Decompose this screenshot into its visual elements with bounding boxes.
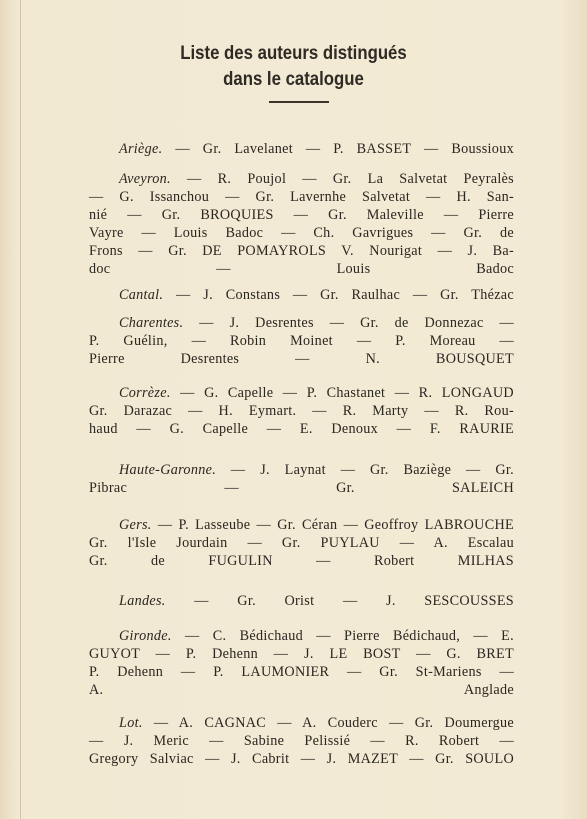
- region-name: Landes.: [119, 593, 166, 609]
- title-line-1: Liste des auteurs distingués: [180, 42, 407, 64]
- region-entry: [89, 286, 514, 304]
- entry-line: [89, 420, 514, 438]
- entry-line: [89, 461, 514, 479]
- region-entry: [89, 627, 514, 699]
- entry-line: [89, 170, 514, 188]
- region-name: Cantal.: [119, 287, 164, 303]
- author-text: — Gr. Orist — J. SESCOUSSES: [194, 593, 514, 609]
- entry-line: [89, 552, 514, 570]
- region-entry: [89, 170, 514, 278]
- author-text: — J. Desrentes — Gr. de Donnezac —: [199, 315, 514, 331]
- region-name: Haute-Garonne.: [119, 462, 217, 478]
- author-text: Frons — Gr. DE POMAYROLS V. Nourigat — J. Ba-: [89, 243, 514, 259]
- entry-line: [89, 479, 514, 497]
- author-text: A. Anglade: [89, 682, 514, 698]
- author-text: — J. Constans — Gr. Raulhac — Gr. Thézac: [176, 287, 514, 303]
- author-text: Pibrac — Gr. SALEICH: [89, 480, 514, 496]
- region-name: Aveyron.: [119, 171, 171, 187]
- page-fold: [20, 0, 21, 819]
- author-text: Gr. l'Isle Jourdain — Gr. PUYLAU — A. Escalau: [89, 535, 514, 551]
- entry-line: [89, 592, 514, 610]
- region-name: Charentes.: [119, 315, 184, 331]
- region-entry: [89, 516, 514, 570]
- author-text: nié — Gr. BROQUIES — Gr. Maleville — Pierre: [89, 207, 514, 223]
- entry-line: [89, 534, 514, 552]
- region-name: Ariège.: [119, 141, 163, 157]
- entry-line: [89, 402, 514, 420]
- region-entry: [89, 714, 514, 768]
- author-text: — A. CAGNAC — A. Couderc — Gr. Doumergue: [153, 715, 514, 731]
- entry-line: [89, 332, 514, 350]
- author-text: — C. Bédichaud — Pierre Bédichaud, — E.: [184, 628, 514, 644]
- author-text: Pierre Desrentes — N. BOUSQUET: [89, 351, 514, 367]
- entry-line: [89, 140, 514, 158]
- title-line-2: dans le catalogue: [223, 68, 364, 90]
- author-text: — G. Capelle — P. Chastanet — R. LONGAUD: [180, 385, 514, 401]
- region-entry: [89, 461, 514, 497]
- entry-line: [89, 384, 514, 402]
- entry-line: [89, 286, 514, 304]
- entry-line: [89, 516, 514, 534]
- entry-line: [89, 627, 514, 645]
- author-text: haud — G. Capelle — E. Denoux — F. RAURIE: [89, 421, 514, 437]
- entry-line: [89, 681, 514, 699]
- author-text: P. Dehenn — P. LAUMONIER — Gr. St-Mariens —: [89, 664, 514, 680]
- entry-line: [89, 188, 514, 206]
- entry-line: [89, 750, 514, 768]
- entry-line: [89, 663, 514, 681]
- author-text: — P. Lasseube — Gr. Céran — Geoffroy LABROUCHE: [157, 517, 514, 533]
- author-text: — J. Laynat — Gr. Baziège — Gr.: [230, 462, 514, 478]
- author-text: Gr. de FUGULIN — Robert MILHAS: [89, 553, 514, 569]
- entry-line: [89, 206, 514, 224]
- entry-line: [89, 350, 514, 368]
- region-entry: [89, 592, 514, 610]
- entry-line: [89, 314, 514, 332]
- author-text: Gr. Darazac — H. Eymart. — R. Marty — R. Rou-: [89, 403, 514, 419]
- entry-line: [89, 260, 514, 278]
- author-text: GUYOT — P. Dehenn — J. LE BOST — G. BRET: [89, 646, 514, 662]
- entry-line: [89, 224, 514, 242]
- author-text: — G. Issanchou — Gr. Lavernhe Salvetat — H. San-: [89, 189, 514, 205]
- entry-line: [89, 242, 514, 260]
- author-text: doc — Louis Badoc: [89, 261, 514, 277]
- entry-line: [89, 732, 514, 750]
- author-text: — R. Poujol — Gr. La Salvetat Peyralès: [187, 171, 514, 187]
- region-name: Gironde.: [119, 628, 172, 644]
- entry-line: [89, 645, 514, 663]
- author-text: P. Guélin, — Robin Moinet — P. Moreau —: [89, 333, 514, 349]
- author-text: — J. Meric — Sabine Pelissié — R. Robert —: [89, 733, 514, 749]
- region-entry: [89, 140, 514, 158]
- region-name: Corrèze.: [119, 385, 171, 401]
- author-text: Vayre — Louis Badoc — Ch. Gavrigues — Gr. de: [89, 225, 514, 241]
- entry-line: [89, 714, 514, 732]
- region-entry: [89, 314, 514, 368]
- region-entry: [89, 384, 514, 438]
- region-name: Gers.: [119, 517, 152, 533]
- title-rule: [269, 101, 329, 103]
- author-text: — Gr. Lavelanet — P. BASSET — Boussioux: [175, 141, 514, 157]
- author-text: Gregory Salviac — J. Cabrit — J. MAZET — Gr. SOULO: [89, 751, 514, 767]
- region-name: Lot.: [119, 715, 143, 731]
